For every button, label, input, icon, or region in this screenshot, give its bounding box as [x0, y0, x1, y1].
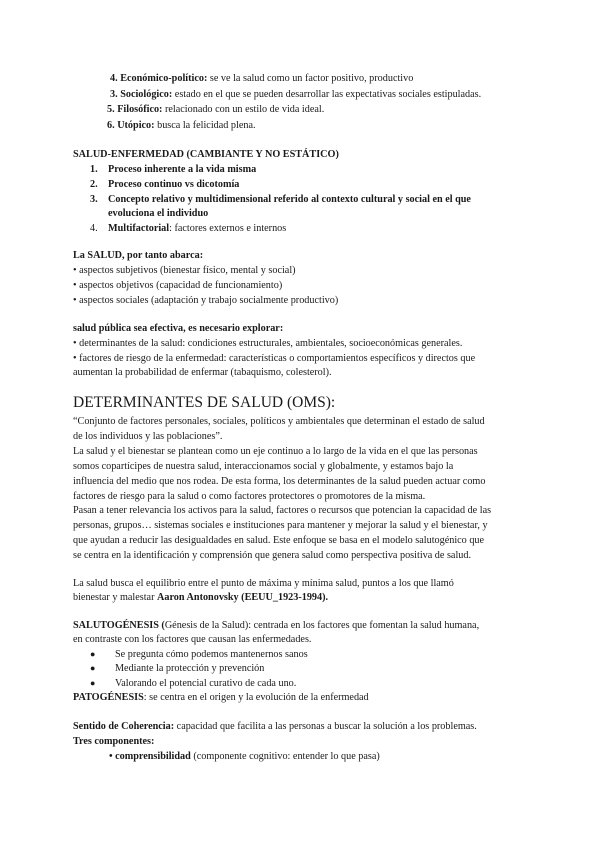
coherencia-definition: Sentido de Coherencia: capacidad que facilita a las personas a buscar la solución a los problemas. [73, 721, 477, 732]
list-item: ● Valorando el potencial curativo de cada uno. [90, 678, 297, 689]
coherencia-component-comprensibilidad: • comprensibilidad (componente cognitivo: entender lo que pasa) [109, 751, 380, 762]
coherencia-components-heading: Tres componentes: [73, 736, 155, 747]
paragraph-line: influencia del medio que nos rodea. De esta forma, los determinantes de la salud pueden actuar como [73, 476, 486, 487]
paragraph-line: factores de riesgo para la salud o como factores protectores o promotores de la misma. [73, 491, 426, 502]
paragraph-line: se centra en la identificación y comprensión que genera salud como perspectiva positiva de salud. [73, 550, 472, 561]
section-heading-salud-publica: salud pública sea efectiva, es necesario explorar: [73, 323, 284, 334]
list-item-proceso-inherente: 1. Proceso inherente a la vida misma [90, 164, 257, 175]
paragraph-line: que ayudan a reducir las desigualdades en salud. Este enfoque se basa en el modelo salutogénico que [73, 535, 485, 546]
paragraph-line: personas, grupos… sistemas sociales e instituciones para mantener y mejorar la salud y el bienestar, y [73, 520, 488, 531]
salutogenesis-definition: SALUTOGÉNESIS (Génesis de la Salud): centrada en los factores que fomentan la salud humana, [73, 620, 480, 631]
list-item-utopico: 6. Utópico: busca la felicidad plena. [107, 120, 256, 131]
bullet-aspectos-subjetivos: • aspectos subjetivos (bienestar físico, mental y social) [73, 265, 296, 276]
paragraph-line: de los individuos y las poblaciones”. [73, 431, 223, 442]
paragraph-antonovsky-line2: bienestar y malestar Aaron Antonovsky (EEUU_1923-1994). [73, 592, 329, 603]
section-heading-abarca: La SALUD, por tanto abarca: [73, 250, 204, 261]
bullet-factores-riesgo: • factores de riesgo de la enfermedad: características o comportamientos específicos y directos que [73, 353, 476, 364]
list-item-concepto-relativo-cont: evoluciona el individuo [108, 208, 209, 219]
paragraph-line: “Conjunto de factores personales, sociales, políticos y ambientales que determinan el estado de salud [73, 416, 485, 427]
salutogenesis-definition-cont: en contraste con los factores que causan las enfermedades. [73, 634, 312, 645]
list-item-proceso-continuo: 2. Proceso continuo vs dicotomía [90, 179, 240, 190]
section-heading-determinantes: DETERMINANTES DE SALUD (OMS): [73, 394, 336, 411]
list-item: ● Mediante la protección y prevención [90, 663, 265, 674]
bullet-determinantes: • determinantes de la salud: condiciones estructurales, ambientales, socioeconómicas generales. [73, 338, 463, 349]
list-item-concepto-relativo: 3. Concepto relativo y multidimensional referido al contexto cultural y social en el que [90, 194, 471, 205]
paragraph-line: La salud y el bienestar se plantean como un eje continuo a lo largo de la vida en el que las personas [73, 446, 478, 457]
list-item-filosofico: 5. Filosófico: relacionado con un estilo de vida ideal. [107, 104, 325, 115]
paragraph-antonovsky-line1: La salud busca el equilibrio entre el punto de máxima y mínima salud, puntos a los que llamó [73, 578, 454, 589]
list-item-multifactorial: 4. Multifactorial: factores externos e internos [90, 223, 287, 234]
list-item-sociologico: 3. Sociológico: estado en el que se pueden desarrollar las expectativas sociales estipuladas. [110, 89, 482, 100]
list-item-economico: 4. Económico-político: se ve la salud como un factor positivo, productivo [110, 73, 414, 84]
paragraph-line: Pasan a tener relevancia los activos para la salud, factores o recursos que potencian la capacidad de las [73, 505, 492, 516]
paragraph-line: somos copartícipes de nuestra salud, interaccionamos social y globalmente, y estamos bajo la [73, 461, 454, 472]
patogenesis-definition: PATOGÉNESIS: se centra en el origen y la evolución de la enfermedad [73, 692, 369, 703]
bullet-aspectos-sociales: • aspectos sociales (adaptación y trabajo socialmente productivo) [73, 295, 339, 306]
bullet-aspectos-objetivos: • aspectos objetivos (capacidad de funcionamiento) [73, 280, 283, 291]
section-heading-salud-enfermedad: SALUD-ENFERMEDAD (CAMBIANTE Y NO ESTÁTICO) [73, 149, 339, 160]
bullet-factores-riesgo-cont: aumentan la probabilidad de enfermar (tabaquismo, colesterol). [73, 367, 332, 378]
list-item: ● Se pregunta cómo podemos mantenernos sanos [90, 649, 308, 660]
